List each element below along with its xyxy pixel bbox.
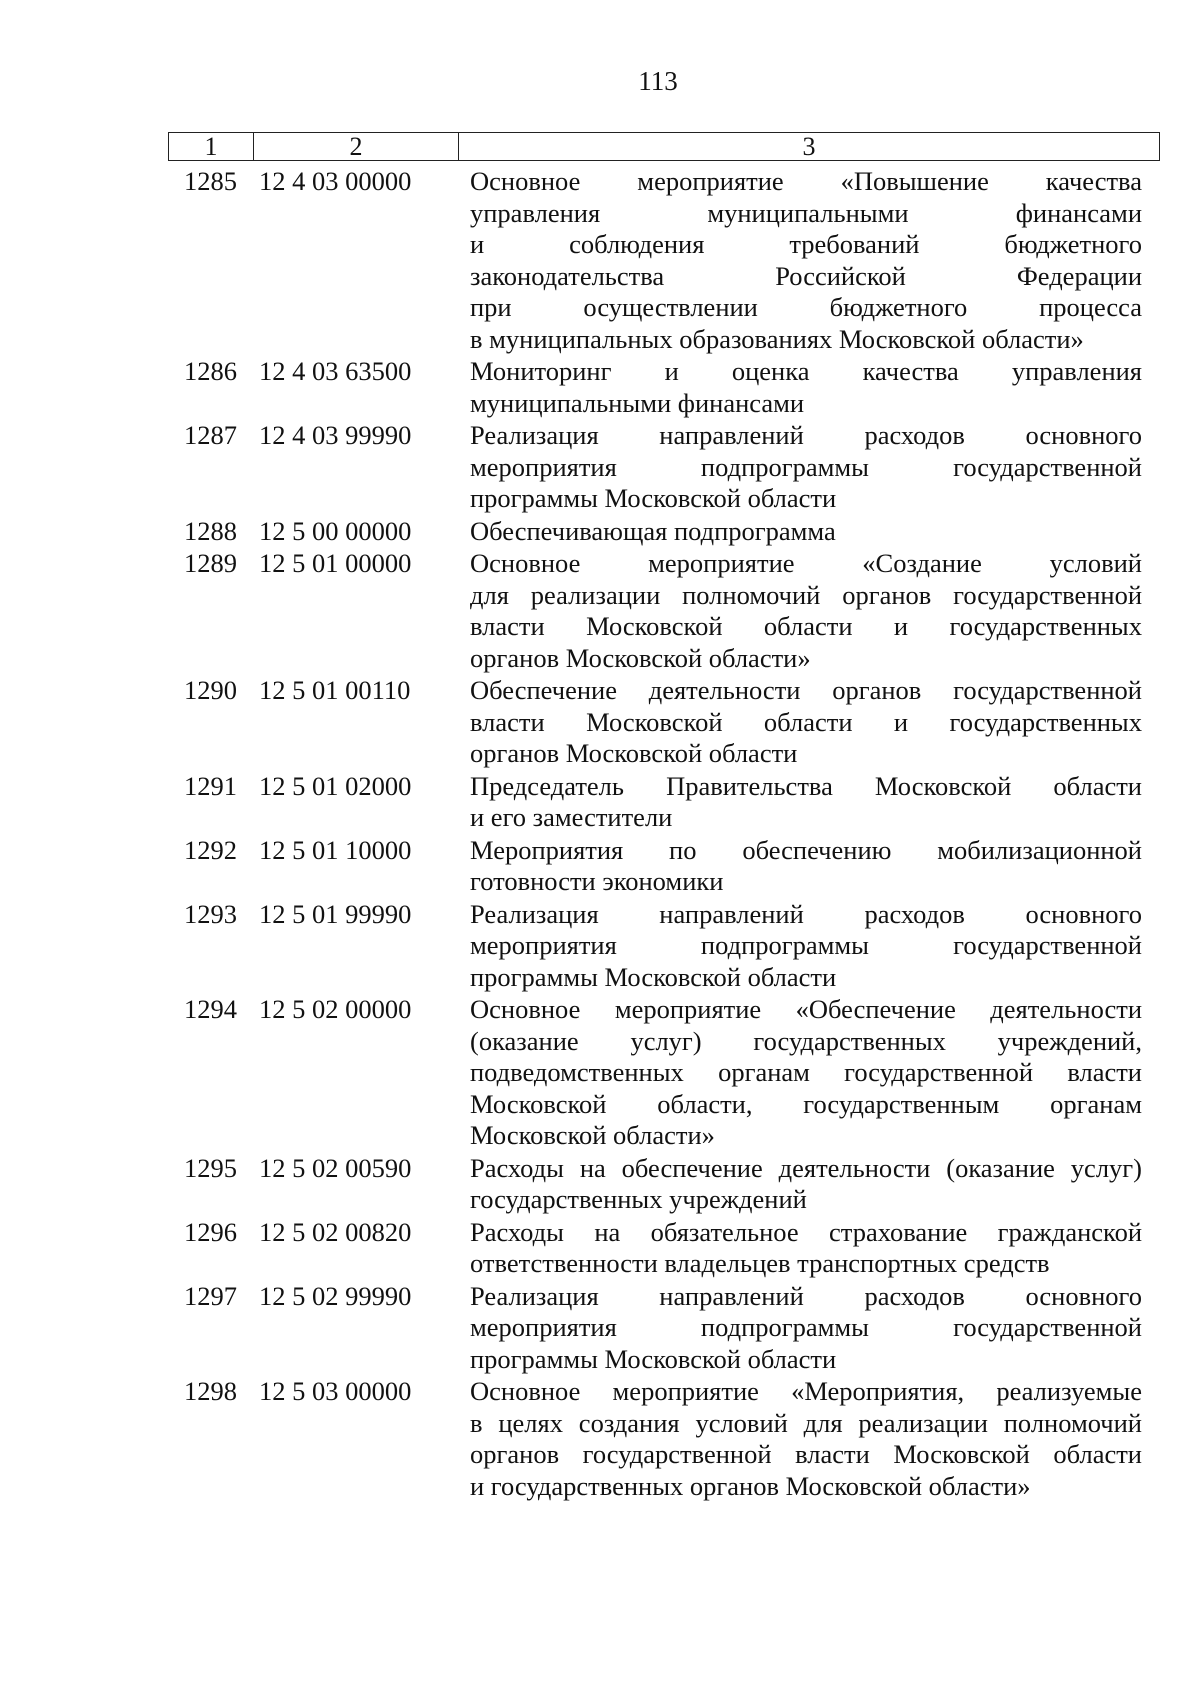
row-number: 1289	[184, 548, 237, 578]
table-row	[168, 675, 1160, 770]
description-line: в целях создания условий для реализации полномочий	[470, 1407, 1142, 1438]
row-description	[458, 356, 1142, 419]
table-row	[168, 1376, 1160, 1502]
description-line: Реализация направлений расходов основного	[470, 1280, 1142, 1311]
description-line: мероприятия подпрограммы государственной	[470, 930, 1142, 960]
row-description	[458, 1281, 1142, 1376]
row-description	[458, 994, 1142, 1152]
description-line: органов государственной власти Московской области	[470, 1439, 1142, 1469]
row-description	[458, 1217, 1142, 1280]
table-row	[168, 899, 1160, 994]
row-code: 12 5 01 10000	[259, 834, 412, 865]
description-line: (оказание услуг) государственных учреждений,	[470, 1025, 1142, 1056]
description-line: власти Московской области и государственных	[470, 706, 1142, 737]
row-code: 12 5 01 00110	[259, 675, 411, 705]
description-line: Основное мероприятие «Мероприятия, реализуемые	[470, 1376, 1142, 1406]
table-row	[168, 548, 1160, 674]
description-line: власти Московской области и государственных	[470, 611, 1142, 641]
description-line: и соблюдения требований бюджетного	[470, 229, 1142, 259]
description-line: Мероприятия по обеспечению мобилизационной	[470, 834, 1142, 865]
row-code: 12 5 02 00820	[259, 1216, 412, 1247]
description-line: для реализации полномочий органов государственной	[470, 579, 1142, 610]
table-row	[168, 835, 1160, 898]
row-number: 1298	[184, 1376, 237, 1406]
page-number: 113	[638, 66, 678, 96]
description-line: мероприятия подпрограммы государственной	[470, 1312, 1142, 1342]
description-line: и его заместители	[470, 802, 673, 832]
row-number: 1295	[184, 1152, 237, 1183]
row-number: 1287	[184, 420, 237, 450]
description-line: и государственных органов Московской области»	[470, 1470, 1031, 1501]
row-description	[458, 771, 1142, 834]
row-code: 12 5 02 99990	[259, 1280, 412, 1311]
description-line: Мониторинг и оценка качества управления	[470, 356, 1142, 386]
row-description	[458, 675, 1142, 770]
description-line: органов Московской области	[470, 738, 798, 768]
description-line: Московской области»	[470, 1120, 715, 1150]
header-col-1: 1	[169, 133, 254, 160]
table-row	[168, 516, 1160, 548]
description-line: Реализация направлений расходов основного	[470, 420, 1142, 450]
row-number: 1297	[184, 1280, 237, 1311]
table-row	[168, 1281, 1160, 1376]
row-code: 12 5 00 00000	[259, 515, 412, 546]
row-number: 1296	[184, 1216, 237, 1247]
description-line: при осуществлении бюджетного процесса	[470, 292, 1142, 322]
table-row	[168, 994, 1160, 1152]
row-number: 1286	[184, 356, 237, 386]
row-description	[458, 516, 1142, 548]
description-line: подведомственных органам государственной власти	[470, 1057, 1142, 1087]
table-row	[168, 771, 1160, 834]
row-code: 12 4 03 63500	[259, 356, 412, 386]
row-code: 12 5 01 02000	[259, 770, 412, 801]
header-col-3: 3	[802, 132, 816, 161]
row-description	[458, 1376, 1142, 1502]
description-line: органов Московской области»	[470, 642, 811, 673]
description-line: Расходы на обеспечение деятельности (оказание услуг)	[470, 1152, 1142, 1183]
description-line: программы Московской области	[470, 1343, 837, 1374]
header-col-2: 2	[254, 133, 459, 160]
description-line: Основное мероприятие «Повышение качества	[470, 166, 1142, 196]
description-line: готовности экономики	[470, 866, 724, 896]
table-body	[168, 166, 1160, 1503]
description-line: законодательства Российской Федерации	[470, 260, 1142, 291]
table-row	[168, 1217, 1160, 1280]
description-line: Обеспечивающая подпрограмма	[470, 515, 836, 546]
row-description	[458, 166, 1142, 355]
row-code: 12 5 01 99990	[259, 898, 412, 929]
description-line: муниципальными финансами	[470, 387, 805, 418]
description-line: программы Московской области	[470, 483, 837, 513]
row-description	[458, 1153, 1142, 1216]
row-number: 1291	[184, 770, 237, 801]
row-number: 1288	[184, 515, 237, 546]
description-line: Московской области, государственным органам	[470, 1088, 1142, 1119]
table-header	[168, 132, 1160, 161]
table-row	[168, 420, 1160, 515]
description-line: управления муниципальными финансами	[470, 197, 1142, 228]
row-code: 12 5 01 00000	[259, 548, 412, 578]
description-line: ответственности владельцев транспортных средств	[470, 1248, 1050, 1278]
row-code: 12 5 03 00000	[259, 1376, 412, 1406]
row-description	[458, 899, 1142, 994]
row-number: 1294	[184, 994, 237, 1024]
description-line: Расходы на обязательное страхование гражданской	[470, 1216, 1142, 1247]
table-row	[168, 166, 1160, 355]
row-number: 1290	[184, 675, 237, 705]
description-line: Обеспечение деятельности органов государственной	[470, 675, 1142, 705]
row-number: 1285	[184, 166, 237, 196]
description-line: мероприятия подпрограммы государственной	[470, 451, 1142, 482]
description-line: Основное мероприятие «Обеспечение деятельности	[470, 994, 1142, 1024]
description-line: Председатель Правительства Московской области	[470, 770, 1142, 801]
row-code: 12 4 03 00000	[259, 166, 412, 196]
row-description	[458, 420, 1142, 515]
description-line: государственных учреждений	[470, 1184, 807, 1214]
description-line: Основное мероприятие «Создание условий	[470, 548, 1142, 578]
description-line: в муниципальных образованиях Московской области»	[470, 323, 1084, 354]
row-description	[458, 548, 1142, 674]
table-row	[168, 1153, 1160, 1216]
description-line: программы Московской области	[470, 961, 837, 992]
table-row	[168, 356, 1160, 419]
row-code: 12 5 02 00000	[259, 994, 412, 1024]
row-number: 1292	[184, 834, 237, 865]
row-code: 12 4 03 99990	[259, 420, 412, 450]
row-description	[458, 835, 1142, 898]
row-code: 12 5 02 00590	[259, 1152, 412, 1183]
description-line: Реализация направлений расходов основного	[470, 898, 1142, 929]
row-number: 1293	[184, 898, 237, 929]
